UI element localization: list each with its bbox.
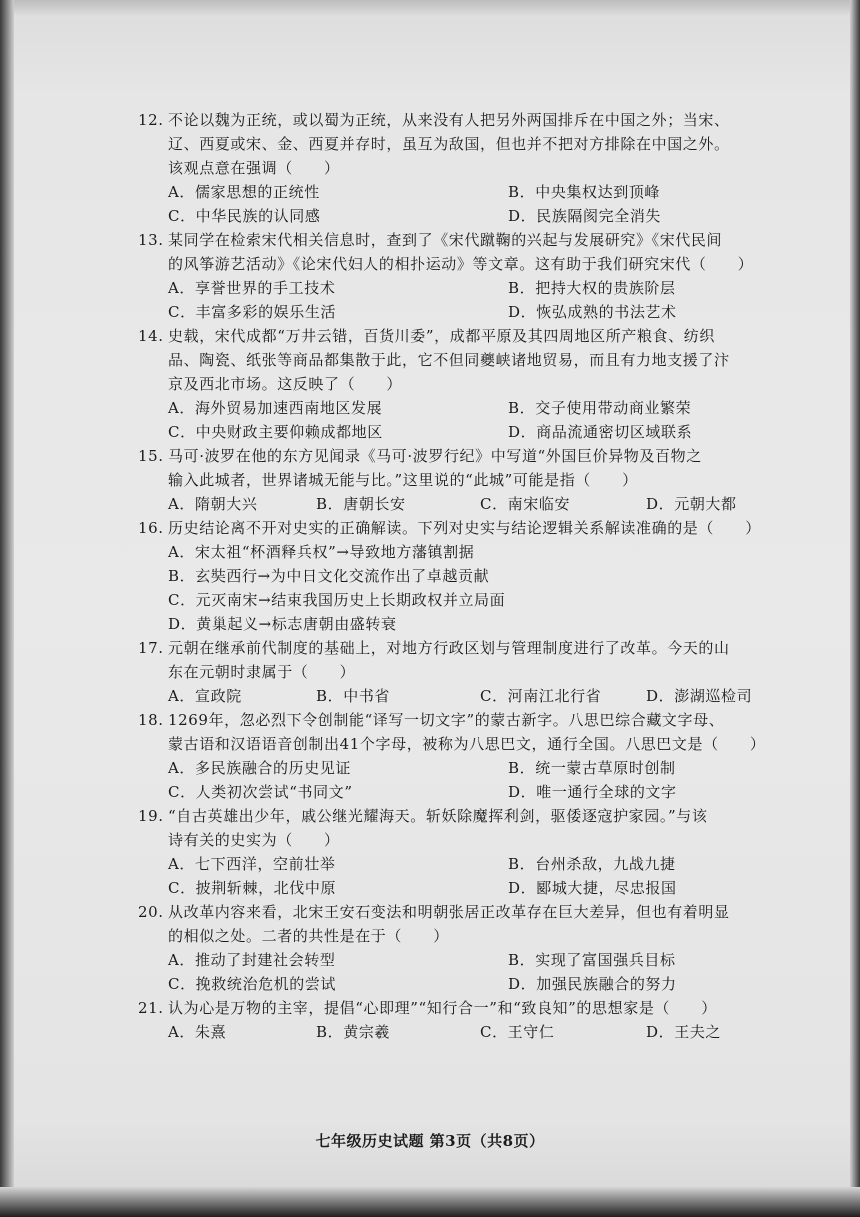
question-number: 15. [138, 447, 164, 465]
question-stem-text: 东在元朝时隶属于（ ） [168, 663, 356, 681]
answer-option-row [138, 396, 804, 420]
answer-option: C．中华民族的认同感 [168, 207, 321, 225]
answer-option: D．商品流通密切区域联系 [508, 423, 693, 441]
question-21 [138, 996, 804, 1044]
answer-option: A．七下西洋，空前壮举 [168, 855, 336, 873]
answer-option: B．把持大权的贵族阶层 [508, 279, 676, 297]
answer-option: A．儒家思想的正统性 [168, 183, 320, 201]
answer-option-row [138, 972, 804, 996]
answer-option-row [138, 180, 804, 204]
question-stem-line [138, 996, 804, 1020]
question-stem-line [138, 516, 804, 540]
answer-option: B．中央集权达到顶峰 [508, 183, 661, 201]
answer-option: A．多民族融合的历史见证 [168, 759, 352, 777]
question-stem-line [138, 900, 804, 924]
answer-option: D．郾城大捷，尽忠报国 [508, 879, 677, 897]
answer-option: A．宣政院 [168, 687, 242, 705]
answer-option: D．民族隔阂完全消失 [508, 207, 662, 225]
question-stem-line [138, 108, 804, 132]
answer-option: A．推动了封建社会转型 [168, 951, 336, 969]
answer-option: D．黄巢起义→标志唐朝由盛转衰 [168, 615, 397, 633]
question-stem-text: 元朝在继承前代制度的基础上，对地方行政区划与管理制度进行了改革。今天的山 [168, 639, 730, 657]
question-stem-text: 输入此城者，世界诸城无能与比。”这里说的“此城”可能是指（ ） [168, 471, 638, 489]
answer-option-row [138, 204, 804, 228]
answer-option-row [138, 684, 804, 708]
question-stem-line [138, 324, 804, 348]
question-stem-text: 历史结论离不开对史实的正确解读。下列对史实与结论逻辑关系解读准确的是（ ） [168, 519, 761, 537]
answer-option: A．朱熹 [168, 1023, 227, 1041]
question-stem-line [138, 804, 804, 828]
answer-option-row [138, 276, 804, 300]
question-number: 19. [138, 807, 164, 825]
question-number: 20. [138, 903, 164, 921]
question-list [138, 108, 804, 1044]
question-stem-line [138, 828, 804, 852]
answer-option: B．黄宗羲 [316, 1023, 391, 1041]
answer-option: C．河南江北行省 [480, 687, 602, 705]
answer-option: C．中央财政主要仰赖成都地区 [168, 423, 383, 441]
scan-edge-right [850, 0, 860, 1217]
question-stem-line [138, 156, 804, 180]
answer-option: D．澎湖巡检司 [646, 687, 753, 705]
question-stem-line [138, 372, 804, 396]
question-stem-line [138, 228, 804, 252]
question-18 [138, 708, 804, 804]
answer-option: D．元朝大都 [646, 495, 737, 513]
question-stem-text: 1269年，忽必烈下令创制能“译写一切文字”的蒙古新字。八思巴综合藏文字母、 [168, 711, 725, 729]
question-stem-text: 史载，宋代成都“万井云错，百货川委”，成都平原及其四周地区所产粮食、纺织 [168, 327, 715, 345]
question-stem-text: “自古英雄出少年，戚公继光耀海天。斩妖除魔挥利剑，驱倭逐寇护家园。”与该 [168, 807, 708, 825]
question-stem-text: 京及西北市场。这反映了（ ） [168, 375, 403, 393]
question-stem-text: 品、陶瓷、纸张等商品都集散于此，它不但同夔峡诸地贸易，而且有力地支援了汴 [168, 351, 730, 369]
question-stem-text: 该观点意在强调（ ） [168, 159, 340, 177]
answer-option: B．玄奘西行→为中日文化交流作出了卓越贡献 [168, 567, 490, 585]
answer-option: B．台州杀敌，九战九捷 [508, 855, 676, 873]
question-stem-line [138, 468, 804, 492]
answer-option-row [138, 756, 804, 780]
answer-option: B．实现了富国强兵目标 [508, 951, 676, 969]
answer-option-row [138, 780, 804, 804]
answer-option: A．宋太祖“杯酒释兵权”→导致地方藩镇割据 [168, 543, 475, 561]
question-stem-line [138, 660, 804, 684]
answer-option: A．隋朝大兴 [168, 495, 258, 513]
answer-option: B．中书省 [316, 687, 391, 705]
question-19 [138, 804, 804, 900]
answer-option: D．唯一通行全球的文字 [508, 783, 677, 801]
question-number: 16. [138, 519, 164, 537]
question-stem-text: 不论以魏为正统，或以蜀为正统，从来没有人把另外两国排斥在中国之外；当宋、 [168, 111, 730, 129]
answer-option: B．统一蒙古草原时创制 [508, 759, 676, 777]
question-20 [138, 900, 804, 996]
question-stem-line [138, 924, 804, 948]
scan-edge-left [0, 0, 14, 1217]
question-number: 18. [138, 711, 164, 729]
scan-edge-bottom [0, 1187, 860, 1217]
answer-option: C．披荆斩棘，北伐中原 [168, 879, 337, 897]
question-12 [138, 108, 804, 228]
question-stem-text: 辽、西夏或宋、金、西夏并存时，虽互为敌国，但也并不把对方排除在中国之外。 [168, 135, 730, 153]
answer-option: C．挽救统治危机的尝试 [168, 975, 337, 993]
question-17 [138, 636, 804, 708]
question-number: 14. [138, 327, 164, 345]
question-stem-text: 的相似之处。二者的共性是在于（ ） [168, 927, 449, 945]
question-stem-text: 某同学在检索宋代相关信息时，查到了《宋代蹴鞠的兴起与发展研究》《宋代民间 [168, 231, 723, 249]
answer-option-row [138, 876, 804, 900]
question-13 [138, 228, 804, 324]
answer-option: D．加强民族融合的努力 [508, 975, 677, 993]
scan-edge-top [0, 0, 860, 18]
question-stem-line [138, 444, 804, 468]
question-number: 21. [138, 999, 164, 1017]
question-stem-line [138, 348, 804, 372]
question-stem-line [138, 132, 804, 156]
question-14 [138, 324, 804, 444]
question-stem-text: 的风筝游艺活动》《论宋代妇人的相扑运动》等文章。这有助于我们研究宋代（ ） [168, 255, 754, 273]
question-stem-text: 马可·波罗在他的东方见闻录《马可·波罗行纪》中写道“外国巨价异物及百物之 [168, 447, 702, 465]
question-16 [138, 516, 804, 636]
answer-option: A．享誉世界的手工技术 [168, 279, 336, 297]
answer-option: C．丰富多彩的娱乐生活 [168, 303, 337, 321]
question-stem-line [138, 732, 804, 756]
answer-option-row [138, 852, 804, 876]
answer-option-row [138, 300, 804, 324]
question-number: 13. [138, 231, 164, 249]
question-stem-text: 认为心是万物的主宰，提倡“心即理”“知行合一”和“致良知”的思想家是（ ） [168, 999, 717, 1017]
answer-option: C．人类初次尝试“书同文” [168, 783, 353, 801]
answer-option-row [138, 420, 804, 444]
question-stem-line [138, 636, 804, 660]
answer-option-row [138, 1020, 804, 1044]
answer-option: C．南宋临安 [480, 495, 571, 513]
question-15 [138, 444, 804, 516]
question-stem-line [138, 252, 804, 276]
question-stem-text: 从改革内容来看，北宋王安石变法和明朝张居正改革存在巨大差异，但也有着明显 [168, 903, 730, 921]
answer-option-row [138, 492, 804, 516]
question-number: 12. [138, 111, 164, 129]
question-stem-text: 诗有关的史实为（ ） [168, 831, 340, 849]
answer-option: B．交子使用带动商业繁荣 [508, 399, 692, 417]
answer-option-row [138, 948, 804, 972]
answer-option: D．王夫之 [646, 1023, 722, 1041]
answer-option: A．海外贸易加速西南地区发展 [168, 399, 383, 417]
question-stem-text: 蒙古语和汉语语音创制出41个字母，被称为八思巴文，通行全国。八思巴文是（ ） [168, 735, 766, 753]
page-footer: 七年级历史试题 第3页（共8页） [315, 1132, 545, 1150]
answer-option: C．元灭南宋→结束我国历史上长期政权并立局面 [168, 591, 506, 609]
question-number: 17. [138, 639, 164, 657]
answer-option: C．王守仁 [480, 1023, 555, 1041]
answer-option: D．恢弘成熟的书法艺术 [508, 303, 677, 321]
question-stem-line [138, 708, 804, 732]
answer-option: B．唐朝长安 [316, 495, 406, 513]
